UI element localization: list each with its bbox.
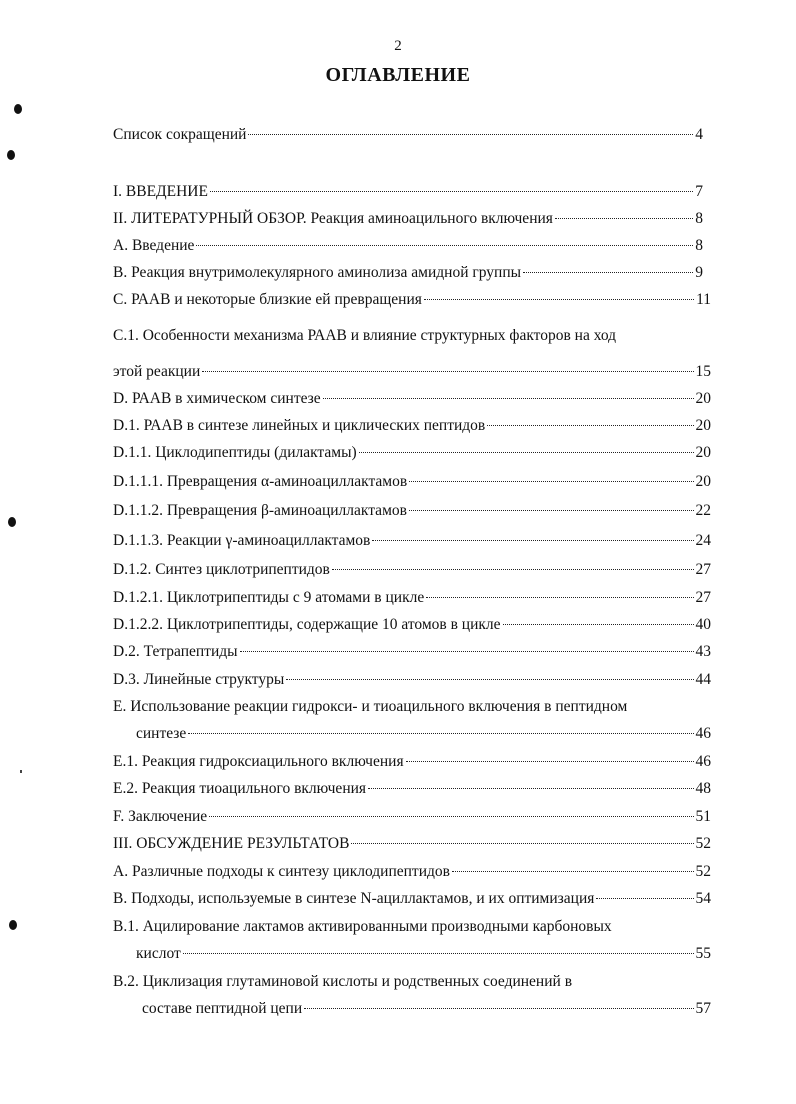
toc-page: 46 (695, 753, 711, 770)
toc-page: 40 (695, 616, 711, 633)
toc-entry[interactable]: D.2. Тетрапептиды 43 (113, 641, 711, 663)
toc-entry[interactable]: D.1.1.2. Превращения β-аминоациллактамов 22 (113, 500, 711, 522)
toc-entry[interactable]: кислот 55 (136, 943, 711, 965)
toc-page: 20 (695, 417, 711, 434)
toc-page: 43 (695, 643, 711, 660)
toc-entry[interactable]: B. Реакция внутримолекулярного аминолиза амидной группы 9 (113, 262, 703, 284)
toc-page: 20 (695, 390, 711, 407)
toc-page: 7 (695, 183, 703, 200)
toc-page: 20 (695, 444, 711, 461)
toc-page: 27 (695, 589, 711, 606)
toc-page: 8 (695, 237, 703, 254)
toc-page: 8 (695, 210, 703, 227)
toc-page: 52 (695, 863, 711, 880)
toc-entry[interactable]: D.1.1.3. Реакции γ-аминоациллактамов 24 (113, 530, 711, 552)
toc-entry-line1[interactable]: E. Использование реакции гидрокси- и тиоацильного включения в пептидном (113, 698, 628, 715)
toc-page: 27 (695, 561, 711, 578)
toc-page: 57 (695, 1000, 711, 1017)
toc-page: 48 (695, 780, 711, 797)
toc-entry-line1[interactable]: B.1. Ацилирование лактамов активированными производными карбоновых (113, 918, 612, 935)
toc-entry[interactable]: D.1.2.1. Циклотрипептиды с 9 атомами в цикле 27 (113, 587, 711, 609)
page-title: ОГЛАВЛЕНИЕ (325, 64, 471, 86)
toc-entry[interactable]: D.3. Линейные структуры 44 (113, 669, 711, 691)
toc-page: 52 (695, 835, 711, 852)
toc-page: 20 (695, 473, 711, 490)
toc-entry[interactable]: составе пептидной цепи 57 (142, 998, 711, 1020)
toc-entry[interactable]: E.1. Реакция гидроксиацильного включения 46 (113, 751, 711, 773)
toc-entry[interactable]: этой реакции 15 (113, 361, 711, 383)
toc-page: 44 (695, 671, 711, 688)
toc-page: 9 (695, 264, 703, 281)
toc-entry[interactable]: III. ОБСУЖДЕНИЕ РЕЗУЛЬТАТОВ 52 (113, 833, 711, 855)
toc-entry[interactable]: D.1.2.2. Циклотрипептиды, содержащие 10 атомов в цикле 40 (113, 614, 711, 636)
toc-entry[interactable]: синтезе 46 (136, 723, 711, 745)
toc-page: 22 (695, 502, 711, 519)
toc-page: 55 (695, 945, 711, 962)
toc-entry[interactable]: Список сокращений 4 (113, 124, 703, 146)
toc-page: 15 (695, 363, 711, 380)
toc-entry[interactable]: A. Различные подходы к синтезу циклодипептидов 52 (113, 861, 711, 883)
toc-page: 46 (695, 725, 711, 742)
toc-page: 24 (695, 532, 711, 549)
toc-entry[interactable]: II. ЛИТЕРАТУРНЫЙ ОБЗОР. Реакция аминоацильного включения 8 (113, 208, 703, 230)
toc-page: 11 (696, 291, 711, 308)
toc-entry[interactable]: B. Подходы, используемые в синтезе N-ациллактамов, и их оптимизация 54 (113, 888, 711, 910)
toc-page: 51 (695, 808, 711, 825)
toc-page: 54 (695, 890, 711, 907)
toc-page: 4 (695, 126, 703, 143)
toc-entry[interactable]: D.1. РААВ в синтезе линейных и циклических пептидов 20 (113, 415, 711, 437)
toc-entry[interactable]: F. Заключение 51 (113, 806, 711, 828)
toc-entry[interactable]: C. РААВ и некоторые близкие ей превращения 11 (113, 289, 711, 311)
toc-entry[interactable]: E.2. Реакция тиоацильного включения 48 (113, 778, 711, 800)
toc-entry[interactable]: I. ВВЕДЕНИЕ 7 (113, 181, 703, 203)
toc-entry-line1[interactable]: B.2. Циклизация глутаминовой кислоты и родственных соединений в (113, 973, 573, 990)
page-number: 2 (394, 38, 402, 54)
toc-entry[interactable]: D.1.2. Синтез циклотрипептидов 27 (113, 559, 711, 581)
toc-entry[interactable]: D. РААВ в химическом синтезе 20 (113, 388, 711, 410)
toc-entry[interactable]: D.1.1.1. Превращения α-аминоациллактамов 20 (113, 471, 711, 493)
toc-entry[interactable]: D.1.1. Циклодипептиды (дилактамы) 20 (113, 442, 711, 464)
toc-entry[interactable]: A. Введение 8 (113, 235, 703, 257)
toc-entry-line1[interactable]: C.1. Особенности механизма РААВ и влияние структурных факторов на ход (113, 327, 617, 344)
